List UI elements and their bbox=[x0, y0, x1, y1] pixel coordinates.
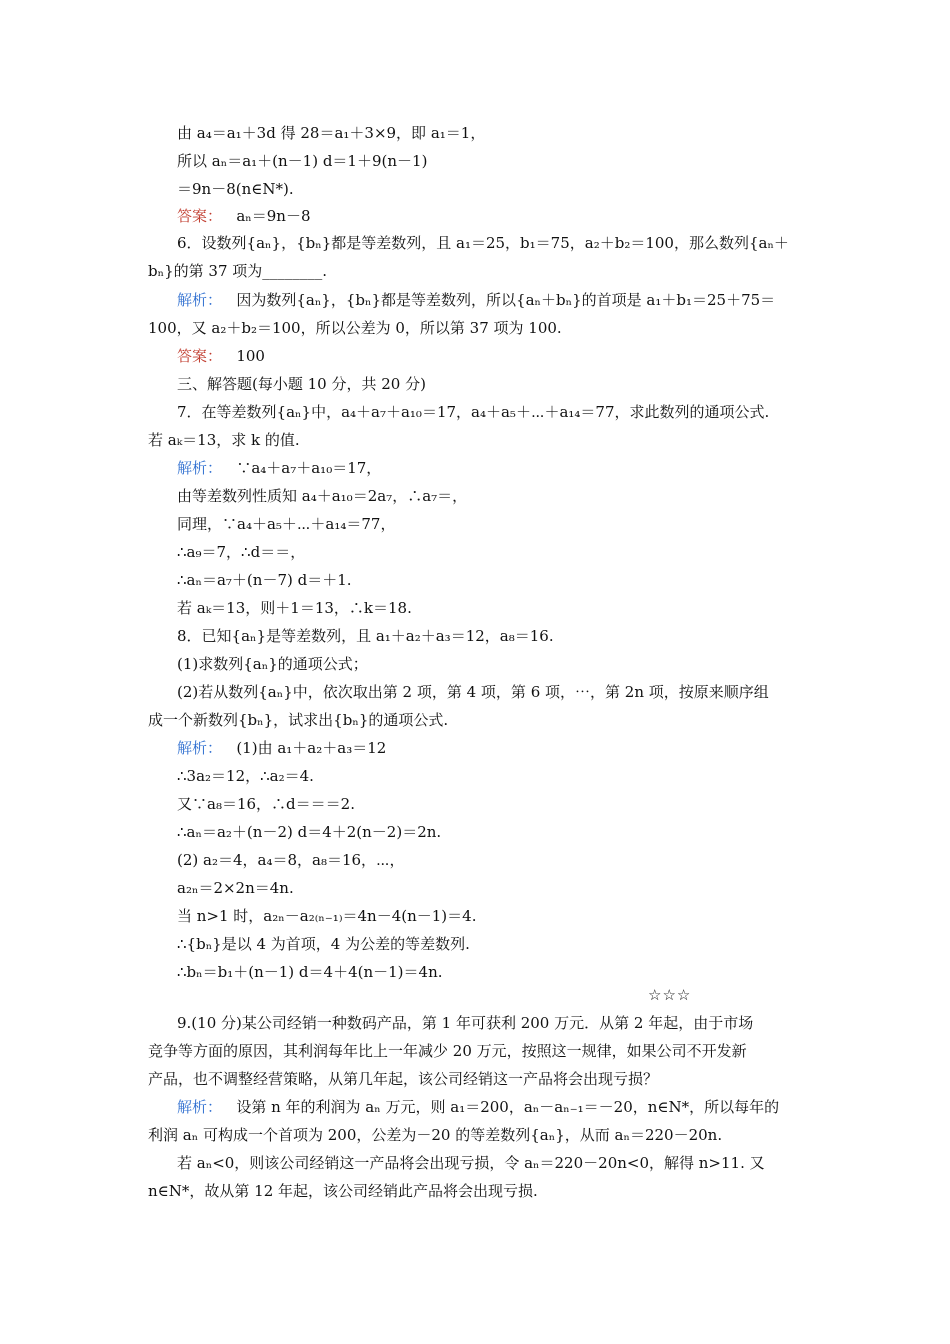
answer-label: 答案： bbox=[177, 207, 223, 225]
stars-separator: ☆☆☆ bbox=[648, 986, 692, 1004]
text-line: a₂ₙ＝2×2n＝4n. bbox=[177, 879, 294, 897]
text-line: bₙ}的第 37 项为________. bbox=[148, 262, 328, 280]
text-line: 由 a₄＝a₁＋3d 得 28＝a₁＋3×9，即 a₁＝1， bbox=[177, 124, 486, 142]
analysis-label: 解析： bbox=[177, 459, 223, 477]
text-line: ∴aₙ＝a₂＋(n－2) d＝4＋2(n－2)＝2n. bbox=[177, 823, 442, 841]
text-line: n∈N*，故从第 12 年起，该公司经销此产品将会出现亏损. bbox=[148, 1182, 538, 1200]
text-line: 竞争等方面的原因，其利润每年比上一年减少 20 万元，按照这一规律，如果公司不开发新 bbox=[148, 1042, 747, 1060]
analysis-label: 解析： bbox=[177, 1098, 223, 1116]
text-line: ＝9n－8(n∈N*). bbox=[177, 180, 294, 198]
analysis-label: 解析： bbox=[177, 291, 223, 309]
text-line: 又∵a₈＝16，∴d＝＝＝2. bbox=[177, 795, 355, 813]
answer-label: 答案： bbox=[177, 347, 223, 365]
text-line: 若 aₙ<0，则该公司经销这一产品将会出现亏损，令 aₙ＝220－20n<0，解得 n>11. 又 bbox=[177, 1154, 765, 1172]
question-9: 9.(10 分)某公司经销一种数码产品，第 1 年可获利 200 万元．从第 2 年起，由于市场 bbox=[177, 1014, 754, 1032]
text-line: (2)若从数列{aₙ}中，依次取出第 2 项，第 4 项，第 6 项，⋯，第 2n 项，按原来顺序组 bbox=[177, 683, 769, 701]
section-heading: 三、解答题(每小题 10 分，共 20 分) bbox=[177, 375, 426, 393]
text-line: ∴aₙ＝a₇＋(n－7) d＝＋1. bbox=[177, 571, 352, 589]
text-line: 100，又 a₂＋b₂＝100，所以公差为 0，所以第 37 项为 100. bbox=[148, 319, 562, 337]
question-8: 8．已知{aₙ}是等差数列，且 a₁＋a₂＋a₃＝12，a₈＝16. bbox=[177, 627, 554, 645]
text-line: 由等差数列性质知 a₄＋a₁₀＝2a₇，∴a₇＝， bbox=[177, 487, 468, 505]
text-line: 同理，∵a₄＋a₅＋⋯＋a₁₄＝77， bbox=[177, 515, 396, 533]
question-6: 6．设数列{aₙ}，{bₙ}都是等差数列，且 a₁＝25，b₁＝75，a₂＋b₂＝100，那么数列{aₙ＋ bbox=[177, 234, 789, 252]
text-line: 当 n>1 时，a₂ₙ－a₂₍ₙ₋₁₎＝4n－4(n－1)＝4. bbox=[177, 907, 477, 925]
analysis-line: 解析： 因为数列{aₙ}，{bₙ}都是等差数列，所以{aₙ＋bₙ}的首项是 a₁＋b₁＝25＋75＝ bbox=[177, 291, 776, 309]
analysis-label: 解析： bbox=[177, 739, 223, 757]
answer-line: 答案： aₙ＝9n－8 bbox=[177, 207, 311, 225]
text-line: (2) a₂＝4，a₄＝8，a₈＝16，⋯， bbox=[177, 851, 405, 869]
text-line: 产品，也不调整经营策略，从第几年起，该公司经销这一产品将会出现亏损？ bbox=[148, 1070, 659, 1088]
text-line: 所以 aₙ＝a₁＋(n－1) d＝1＋9(n－1) bbox=[177, 152, 428, 170]
analysis-line: 解析： 设第 n 年的利润为 aₙ 万元，则 a₁＝200，aₙ－aₙ₋₁＝－20，n∈N*，所以每年的 bbox=[177, 1098, 780, 1116]
text-line: 成一个新数列{bₙ}，试求出{bₙ}的通项公式. bbox=[148, 711, 449, 729]
analysis-line: 解析： ∵a₄＋a₇＋a₁₀＝17， bbox=[177, 459, 382, 477]
analysis-line: 解析： (1)由 a₁＋a₂＋a₃＝12 bbox=[177, 739, 387, 757]
text-line: ∴3a₂＝12，∴a₂＝4. bbox=[177, 767, 314, 785]
text-line: ∴bₙ＝b₁＋(n－1) d＝4＋4(n－1)＝4n. bbox=[177, 963, 443, 981]
answer-line: 答案： 100 bbox=[177, 347, 265, 365]
text-line: 利润 aₙ 可构成一个首项为 200，公差为－20 的等差数列{aₙ}，从而 aₙ＝220－20n. bbox=[148, 1126, 723, 1144]
question-7: 7．在等差数列{aₙ}中，a₄＋a₇＋a₁₀＝17，a₄＋a₅＋⋯＋a₁₄＝77，求此数列的通项公式. bbox=[177, 403, 770, 421]
text-line: ∴a₉＝7，∴d＝＝， bbox=[177, 543, 306, 561]
text-line: (1)求数列{aₙ}的通项公式； bbox=[177, 655, 368, 673]
text-line: 若 aₖ＝13，则＋1＝13，∴k＝18. bbox=[177, 599, 412, 617]
text-line: ∴{bₙ}是以 4 为首项，4 为公差的等差数列. bbox=[177, 935, 470, 953]
text-line: 若 aₖ＝13，求 k 的值. bbox=[148, 431, 300, 449]
